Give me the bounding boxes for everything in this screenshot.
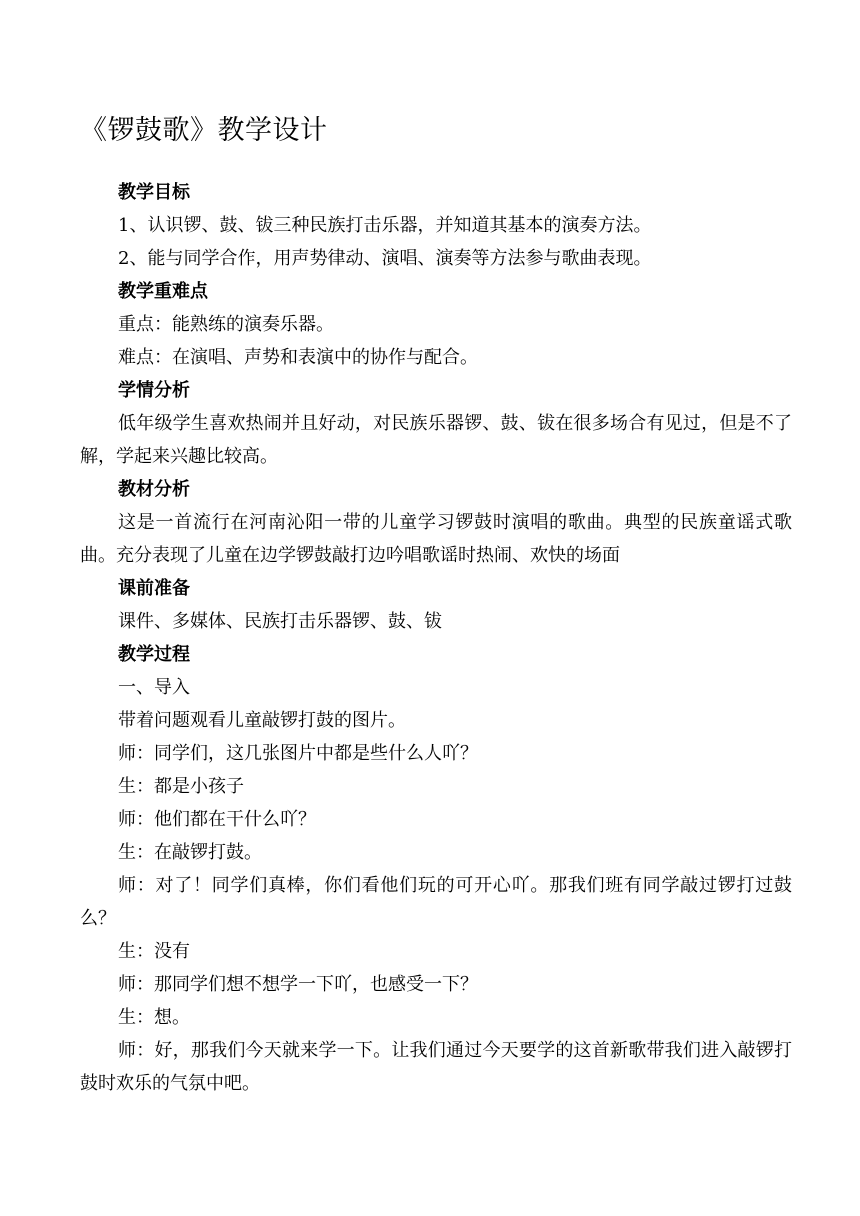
section-heading: 教材分析	[118, 479, 190, 500]
section-heading: 学情分析	[118, 380, 190, 401]
section-key-points	[80, 275, 792, 374]
dialogue-line: 生：没有	[118, 941, 190, 962]
section-material-analysis	[80, 473, 792, 572]
section-heading: 教学过程	[118, 644, 190, 665]
paragraph: 课件、多媒体、民族打击乐器锣、鼓、钹	[118, 611, 442, 632]
section-heading: 教学目标	[118, 182, 190, 203]
document-body	[80, 176, 792, 1100]
paragraph: 带着问题观看儿童敲锣打鼓的图片。	[118, 710, 406, 731]
dialogue-line: 生：在敲锣打鼓。	[118, 842, 262, 863]
paragraph: 一、导入	[118, 677, 190, 698]
paragraph: 1、认识锣、鼓、钹三种民族打击乐器，并知道其基本的演奏方法。	[118, 215, 652, 236]
section-heading: 课前准备	[118, 578, 190, 599]
paragraph: 难点：在演唱、声势和表演中的协作与配合。	[118, 347, 478, 368]
section-teaching-process	[80, 638, 792, 1100]
paragraph: 2、能与同学合作，用声势律动、演唱、演奏等方法参与歌曲表现。	[118, 248, 652, 269]
document-title: 《锣鼓歌》教学设计	[80, 115, 328, 146]
dialogue-line: 师：好，那我们今天就来学一下。让我们通过今天要学的这首新歌带我们进入敲锣打鼓时欢乐的气氛中吧。	[80, 1040, 792, 1094]
dialogue-line: 师：对了！同学们真棒，你们看他们玩的可开心吖。那我们班有同学敲过锣打过鼓么？	[80, 875, 792, 929]
dialogue-line: 师：那同学们想不想学一下吖，也感受一下？	[118, 974, 478, 995]
section-objectives	[80, 176, 792, 275]
section-heading: 教学重难点	[118, 281, 208, 302]
paragraph: 这是一首流行在河南沁阳一带的儿童学习锣鼓时演唱的歌曲。典型的民族童谣式歌曲。充分表现了儿童在边学锣鼓敲打边吟唱歌谣时热闹、欢快的场面	[80, 512, 792, 566]
dialogue-line: 生：想。	[118, 1007, 190, 1028]
section-preparation	[80, 572, 792, 638]
dialogue-line: 生：都是小孩子	[118, 776, 244, 797]
section-student-analysis	[80, 374, 792, 473]
dialogue-line: 师：同学们，这几张图片中都是些什么人吖？	[118, 743, 478, 764]
dialogue-line: 师：他们都在干什么吖？	[118, 809, 316, 830]
paragraph: 重点：能熟练的演奏乐器。	[118, 314, 334, 335]
paragraph: 低年级学生喜欢热闹并且好动，对民族乐器锣、鼓、钹在很多场合有见过，但是不了解，学起来兴趣比较高。	[80, 413, 792, 467]
